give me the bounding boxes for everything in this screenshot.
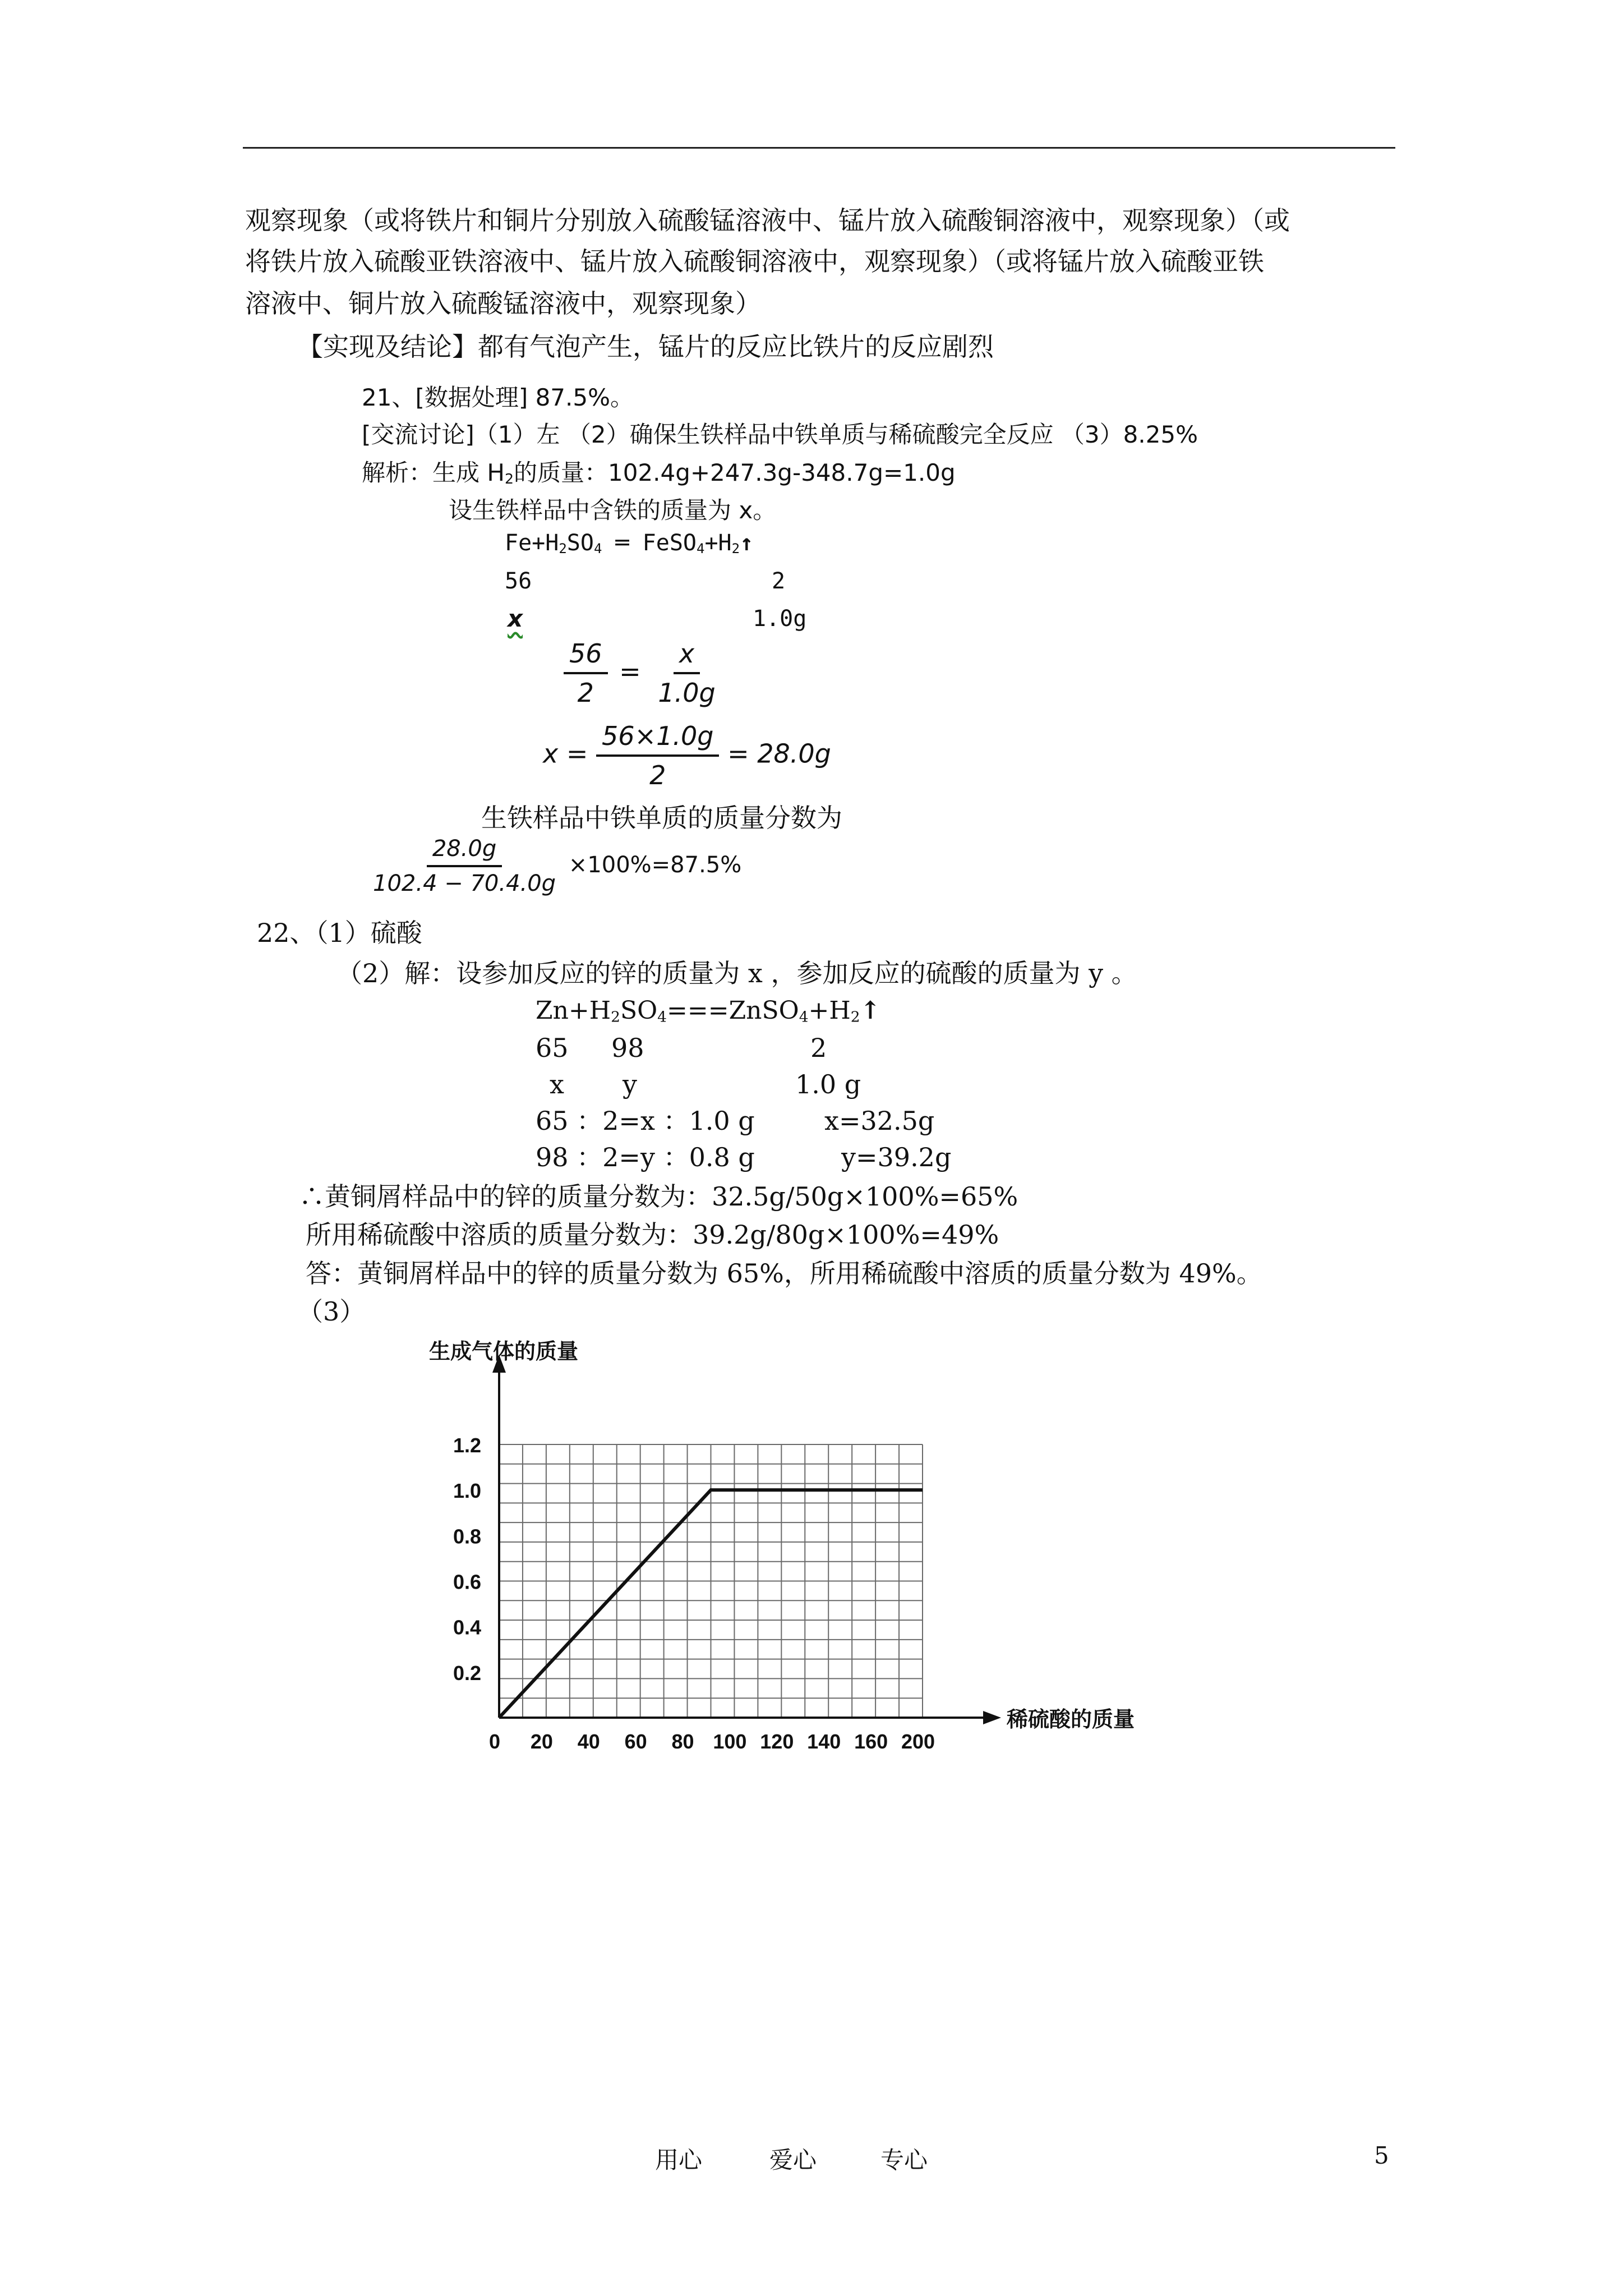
eq-sub-3: 4 [799,1008,809,1026]
x-tick-label: 40 [577,1730,600,1753]
y-tick-label: 0.2 [453,1661,481,1685]
x-tick-label: 200 [901,1730,935,1753]
footer-motto-2: 爱心 [769,2146,817,2174]
eq-sub-1: 2 [611,1008,620,1026]
q22-ratio-2: 98 ：2=y ：0.8 g [536,1142,755,1172]
q22-ratio-2-result: y=39.2g [841,1142,952,1172]
final-rhs: ×100%=87.5% [568,852,742,878]
analysis-sub: 2 [504,471,514,487]
footer-motto-3: 专心 [880,2146,928,2174]
solve-fraction [596,721,719,790]
final-den: 102.4 − 70.4.0g [373,871,556,896]
x-axis-label: 稀硫酸的质量 [1007,1708,1135,1732]
y-tick-label: 0.8 [453,1525,481,1548]
up-arrow-icon: ↑ [860,996,881,1025]
up-arrow-icon: ↑ [740,530,754,556]
eq-so4: SO [566,530,594,556]
final-fraction [367,836,561,896]
q22-part-2: （2）解：设参加反应的锌的质量为 x ，参加反应的硫酸的质量为 y 。 [336,958,1137,988]
x-tick-label: 80 [671,1730,694,1753]
q22-val-h2: 1.0 g [795,1069,861,1099]
q22-zn-fraction: ∴黄铜屑样品中的锌的质量分数为：32.5g/50g×100%=65% [299,1181,1018,1212]
page-number: 5 [1374,2142,1389,2169]
q21-assume: 设生铁样品中含铁的质量为 x。 [449,496,777,524]
eq-sub-2: 4 [657,1008,667,1026]
y-tick-label: 0.6 [453,1570,481,1594]
q22-var-x: x [550,1069,564,1099]
q21-mass-h2: 2 [772,568,786,594]
header-rule [243,147,1395,149]
q22-equation [536,996,881,1026]
x-tick-label: 60 [624,1730,647,1753]
q21-mass-fe: 56 [505,568,532,594]
eq-fe: Fe+H [505,530,559,556]
gas-mass-chart [415,1335,1166,1773]
q21-solve [543,721,831,790]
q21-var-x [508,605,523,632]
solve-den: 2 [649,760,666,790]
ratio-num-right: x [674,638,700,674]
q21-final [367,836,741,896]
q22-ratio-1-result: x=32.5g [824,1106,935,1136]
analysis-pre: 解析：生成 H [362,459,505,486]
conclusion-label: 【实现及结论】 [297,332,478,362]
q22-part-1: 22、（1）硫酸 [257,918,422,948]
q22-ratio-1: 65 ：2=x ：1.0 g [536,1106,755,1136]
eq-sub-4: 2 [850,1008,860,1026]
analysis-post: 的质量：102.4g+247.3g-348.7g=1.0g [513,459,956,486]
var-x-text: x [508,605,523,632]
q22-answer: 答：黄铜屑样品中的锌的质量分数为 65%，所用稀硫酸中溶质的质量分数为 49%。 [306,1258,1262,1289]
q21-ratio [564,638,721,708]
q22-part-3: （3） [297,1296,366,1327]
eq-mid: ===ZnSO [666,996,799,1025]
solve-num: 56×1.0g [596,721,719,757]
q21-data-processing: 21、[数据处理] 87.5%。 [362,384,634,411]
eq-so4: SO [620,996,658,1025]
final-num: 28.0g [427,836,502,867]
ratio-equals: = [619,656,641,687]
conclusion-text: 都有气泡产生，锰片的反应比铁片的反应剧烈 [478,332,994,362]
eq-h: +H [704,530,732,556]
q22-mass-zn: 65 [536,1033,569,1063]
eq-mid: ═ FeSO [602,530,697,556]
eq-sub-1: 2 [559,540,567,556]
q22-mass-h2: 2 [810,1033,827,1063]
q20-line-3: 溶液中、铜片放入硫酸锰溶液中，观察现象） [245,288,761,319]
x-tick-label: 140 [807,1730,841,1753]
ratio-left-fraction [564,638,608,708]
footer-motto-1: 用心 [655,2146,703,2174]
eq-sub-3: 4 [696,540,705,556]
y-tick-label: 1.0 [453,1479,481,1503]
y-tick-label: 0.4 [453,1616,481,1639]
solve-lhs: x = [543,738,588,769]
q20-line-1: 观察现象（或将铁片和铜片分别放入硫酸锰溶液中、锰片放入硫酸铜溶液中，观察现象）（或 [245,205,1290,236]
solve-rhs: = 28.0g [727,738,831,769]
eq-sub-4: 2 [731,540,740,556]
q22-var-y: y [623,1069,637,1099]
x-tick-label: 160 [854,1730,888,1753]
x-tick-label: 0 [488,1730,501,1753]
q20-line-2: 将铁片放入硫酸亚铁溶液中、锰片放入硫酸铜溶液中，观察现象）（或将锰片放入硫酸亚铁 [245,246,1264,277]
ratio-right-fraction [652,638,721,708]
ratio-den-right: 1.0g [658,678,716,708]
eq-sub-2: 4 [593,540,602,556]
q21-equation [505,530,753,556]
y-tick-label: 1.2 [453,1434,481,1457]
q20-conclusion [297,334,994,360]
q22-mass-h2so4: 98 [611,1033,644,1063]
eq-zn: Zn+H [536,996,611,1025]
ratio-den-left: 2 [577,678,594,708]
y-axis-label: 生成气体的质量 [429,1340,579,1364]
q22-acid-fraction: 所用稀硫酸中溶质的质量分数为：39.2g/80g×100%=49% [306,1220,999,1250]
x-tick-label: 20 [530,1730,553,1753]
q21-analysis [362,454,956,488]
q21-val-h2: 1.0g [753,606,807,632]
x-tick-label: 100 [713,1730,747,1753]
x-axis-arrow-icon [983,1711,1001,1724]
x-tick-label: 120 [760,1730,794,1753]
q21-fraction-label: 生铁样品中铁单质的质量分数为 [481,803,842,833]
q21-discussion: [交流讨论]（1）左 （2）确保生铁样品中铁单质与稀硫酸完全反应 （3）8.25% [362,421,1198,448]
ratio-num-left: 56 [564,638,608,674]
eq-h: +H [808,996,851,1025]
